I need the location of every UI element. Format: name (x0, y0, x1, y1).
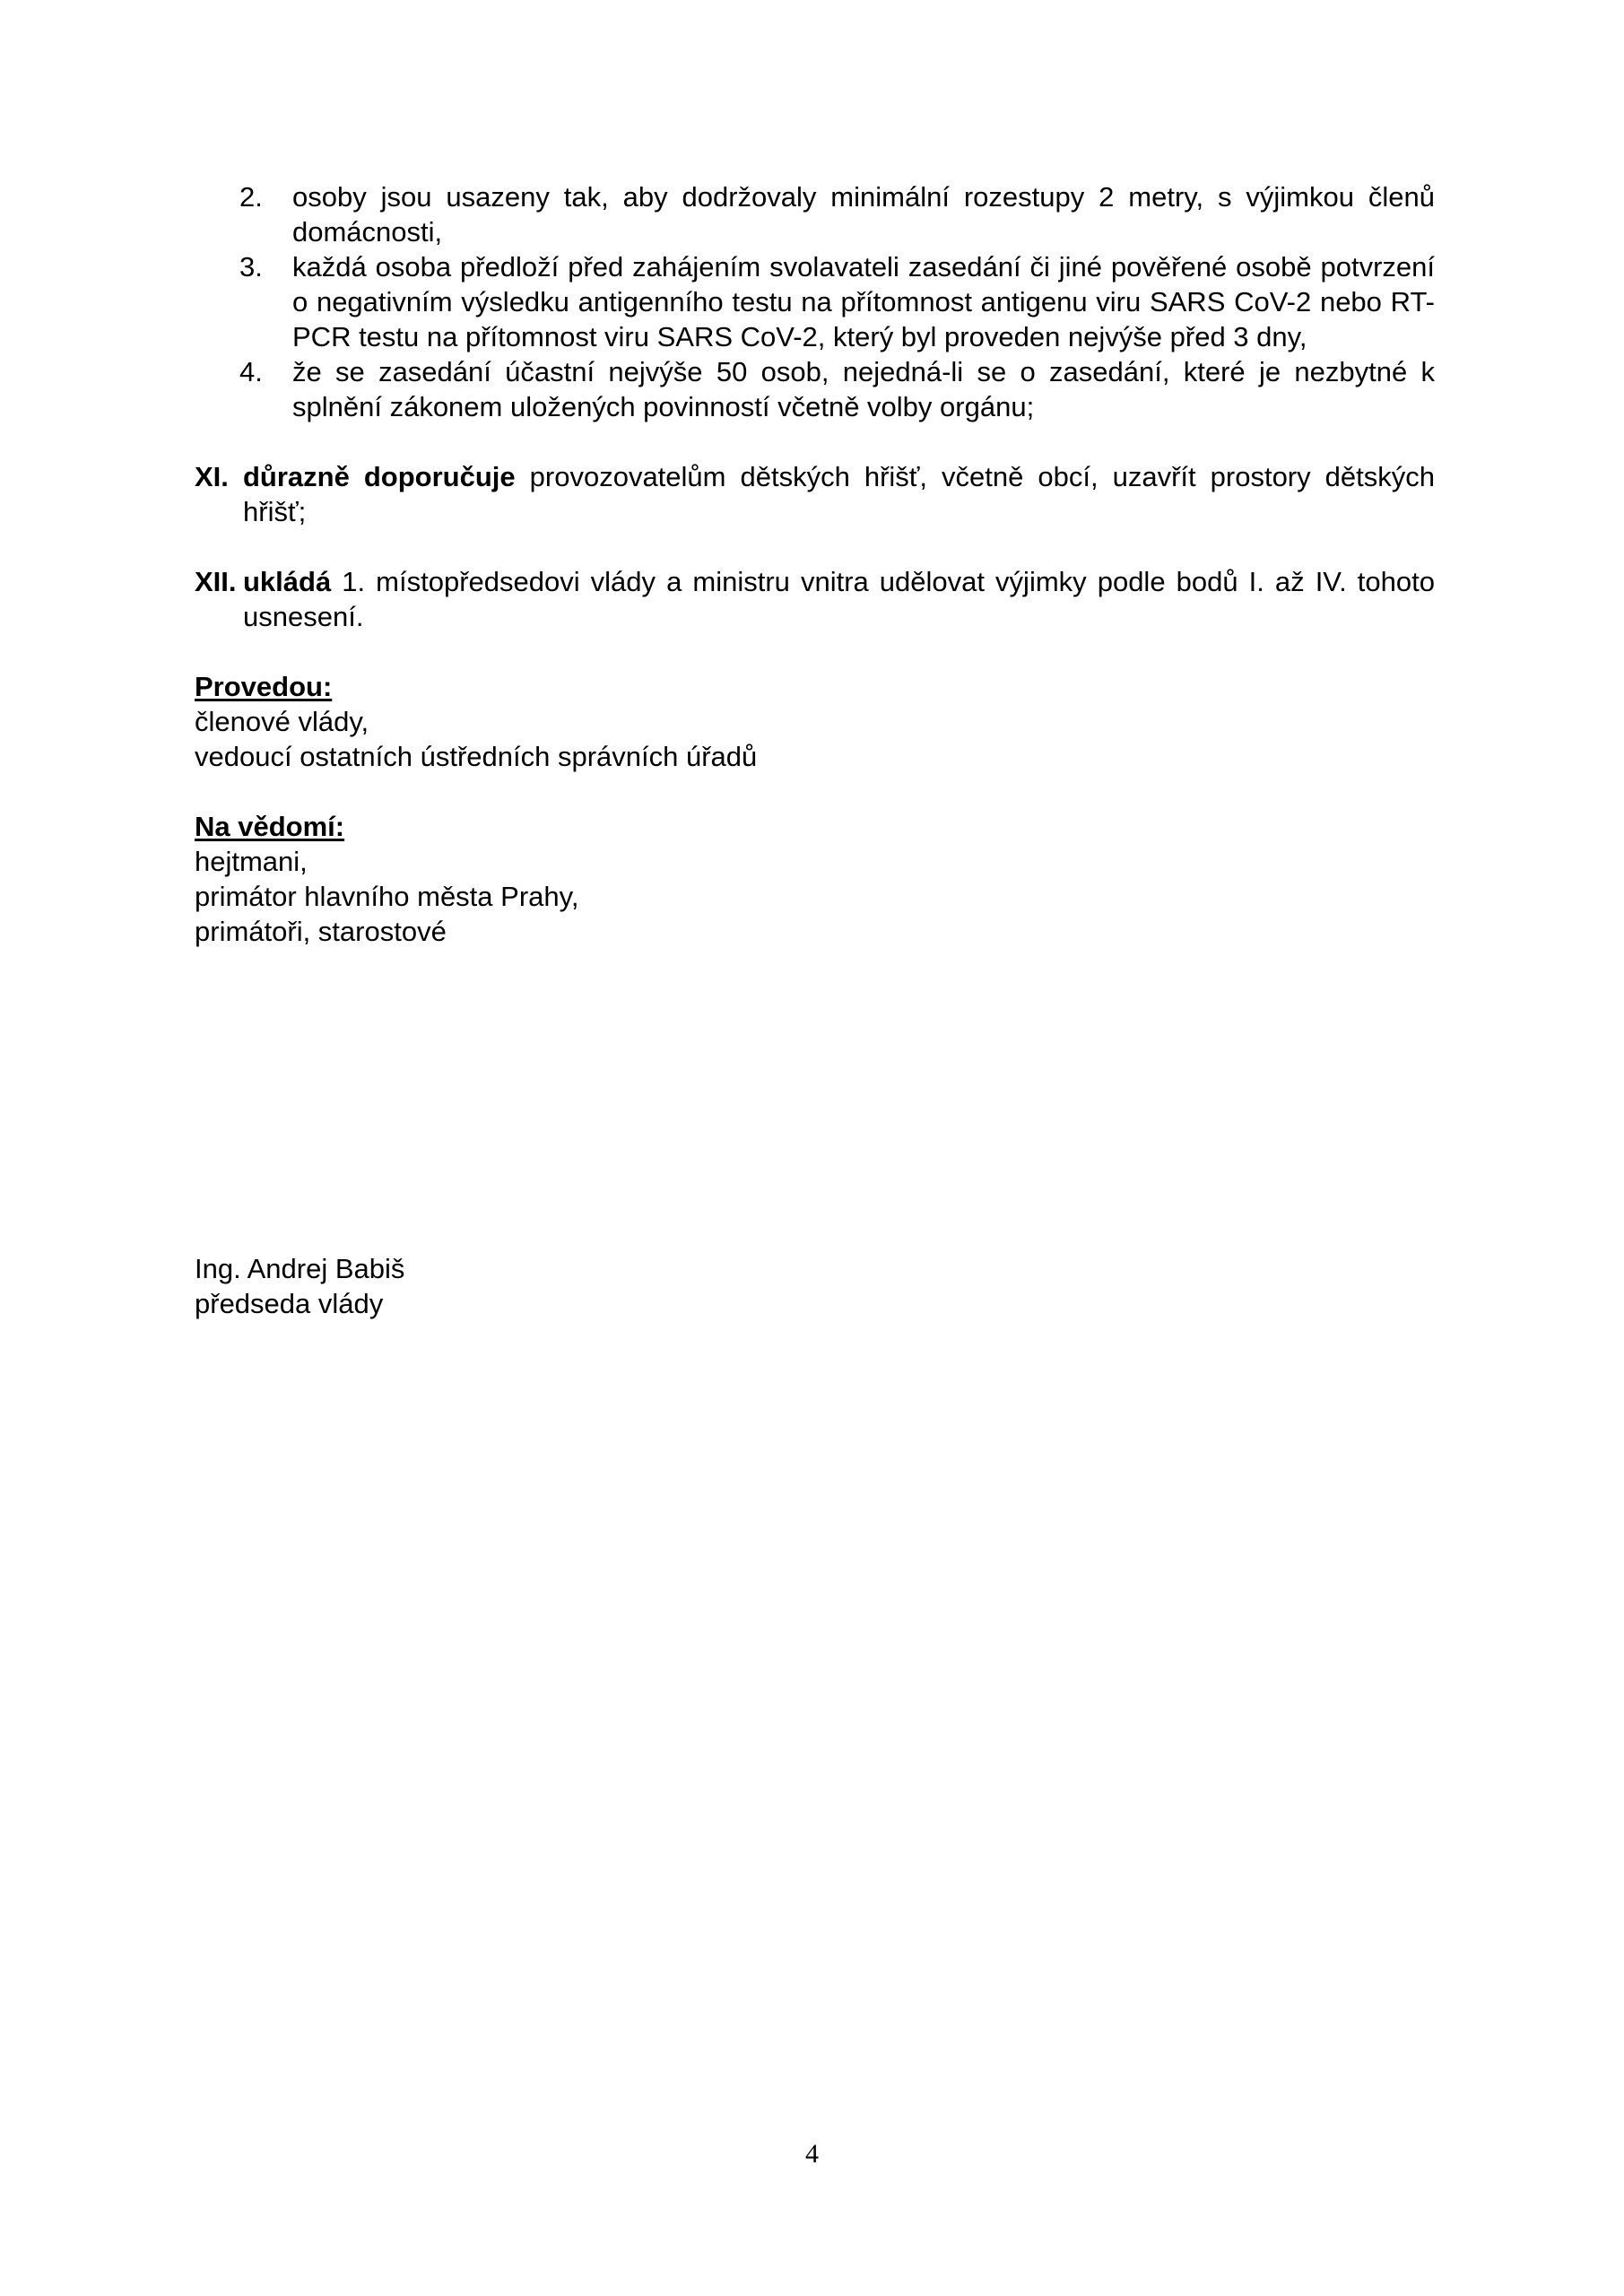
section-text: 1. místopředsedovi vlády a ministru vnitra udělovat výjimky podle bodů I. až IV. tohoto usnesení. (243, 566, 1435, 632)
signatory-name: Ing. Andrej Babiš (195, 1253, 405, 1284)
section-lead: důrazně doporučuje (243, 461, 516, 492)
section-numeral: XII. (195, 566, 237, 597)
list-item-text: každá osoba předloží před zahájením svolavateli zasedání či jiné pověřené osobě potvrzení o negativním výsledku antigenního testu na přítomnost antigenu viru SARS CoV-2 nebo RT-PCR testu na přítomnost viru SARS CoV-2, který byl proveden nejvýše před 3 dny, (292, 251, 1435, 352)
na-vedomi-line: hejtmani, (195, 846, 308, 877)
list-item (195, 354, 1435, 424)
na-vedomi-block (195, 809, 1435, 949)
signature-block (195, 1251, 404, 1321)
na-vedomi-line: primátor hlavního města Prahy, (195, 881, 579, 912)
provedou-line: členové vlády, (195, 706, 369, 737)
na-vedomi-line: primátoři, starostové (195, 916, 447, 947)
list-item-text: že se zasedání účastní nejvýše 50 osob, nejedná-li se o zasedání, které je nezbytné k splnění zákonem uložených povinností včetně volby orgánu; (292, 356, 1435, 422)
section-text: provozovatelům dětských hřišť, včetně obcí, uzavřít prostory dětských hřišť; (243, 461, 1435, 527)
provedou-block (195, 669, 1435, 774)
section-xi (195, 459, 1435, 529)
document-body (195, 179, 1435, 949)
section-lead: ukládá (243, 566, 332, 597)
list-item-number: 4. (239, 356, 263, 387)
numbered-list (195, 179, 1435, 424)
na-vedomi-heading: Na vědomí: (195, 811, 345, 842)
list-item (195, 179, 1435, 249)
page-number: 4 (805, 2139, 819, 2169)
provedou-line: vedoucí ostatních ústředních správních úřadů (195, 741, 758, 772)
list-item-number: 2. (239, 181, 263, 213)
list-item (195, 249, 1435, 354)
section-xii (195, 564, 1435, 634)
provedou-heading: Provedou: (195, 671, 333, 702)
section-numeral: XI. (195, 461, 229, 492)
signatory-title: předseda vlády (195, 1288, 384, 1319)
list-item-text: osoby jsou usazeny tak, aby dodržovaly minimální rozestupy 2 metry, s výjimkou členů domácnosti, (292, 181, 1435, 248)
list-item-number: 3. (239, 251, 263, 283)
